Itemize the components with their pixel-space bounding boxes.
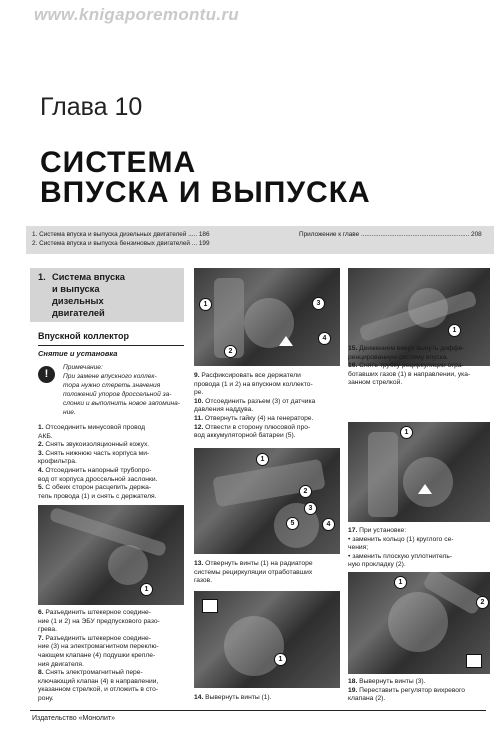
- section-title-line: Система впуска: [52, 272, 125, 282]
- note-line: положений упоров дроссельной за-: [63, 391, 172, 398]
- step-text: Вывернуть винты (3).: [357, 678, 426, 685]
- step-line: [194, 415, 344, 424]
- note-block: [63, 363, 183, 417]
- section-title-line: двигателей: [52, 308, 105, 318]
- callout-1: 1: [140, 583, 153, 596]
- step-line: [194, 569, 344, 578]
- section-title-line: дизельных: [52, 296, 104, 306]
- step-text: • заменить плоскую уплотнитель-: [348, 552, 453, 560]
- step-text: рону.: [38, 694, 54, 702]
- column-3-steps: [348, 345, 490, 388]
- step-number: 10.: [194, 397, 204, 405]
- step-line: [348, 527, 490, 536]
- step-line: [38, 458, 188, 467]
- title-line-1: СИСТЕМА: [40, 146, 197, 179]
- step-text: тель провода (1) и снять с держателя.: [38, 492, 157, 500]
- step-line: [348, 678, 490, 687]
- step-text: чения;: [348, 544, 369, 552]
- title-line-2: ВПУСКА И ВЫПУСКА: [40, 176, 371, 209]
- chapter-heading: Глава 10: [40, 93, 143, 121]
- callout-5: 5: [286, 517, 299, 530]
- callout-4: 4: [318, 332, 331, 345]
- toc-item[interactable]: Приложение к главе ............................................................. 208: [299, 231, 482, 238]
- step-line: [348, 544, 490, 553]
- step-line: [38, 643, 188, 652]
- step-text: системы рециркуляции отработавших: [194, 568, 313, 576]
- section-heading-box: [30, 268, 184, 322]
- step-number: 5.: [38, 484, 44, 492]
- footer-rule: [30, 710, 486, 711]
- step-text: занном стрелкой.: [348, 379, 403, 387]
- callout-1: 1: [448, 324, 461, 337]
- step-text: провода (1 и 2) на впускном коллекто-: [194, 380, 313, 388]
- step-number: 19.: [348, 686, 358, 694]
- warning-icon: !: [38, 366, 55, 383]
- callout-2: 2: [476, 596, 489, 609]
- column-2-steps-bottom: [194, 694, 344, 703]
- step-line: [38, 669, 188, 678]
- callout-1: 1: [394, 576, 407, 589]
- step-text: Отсоединить разъем (3) от датчика: [203, 397, 316, 405]
- step-line: [38, 484, 188, 493]
- step-line: [348, 345, 490, 354]
- callout-1: 1: [256, 453, 269, 466]
- step-text: Снять звукоизоляционный кожух.: [43, 441, 150, 449]
- column-1-steps: [38, 424, 188, 501]
- step-line: [38, 609, 188, 618]
- column-3-steps-bottom: [348, 678, 490, 704]
- step-text: ние (3) на электромагнитном переклю-: [38, 643, 159, 651]
- callout-3: 3: [304, 502, 317, 515]
- step-line: [348, 379, 490, 388]
- step-number: 18.: [348, 678, 358, 685]
- callout-2: 2: [224, 345, 237, 358]
- step-text: клапана (2).: [348, 695, 386, 703]
- step-number: 7.: [38, 634, 44, 642]
- direction-arrow: [279, 336, 293, 346]
- callout-1: 1: [199, 298, 212, 311]
- step-text: Отсоединить напорный трубопро-: [43, 466, 152, 474]
- note-line: тора нужно стереть значения: [63, 382, 161, 389]
- section-title-line: и выпуска: [52, 284, 100, 294]
- step-line: [38, 652, 188, 661]
- step-line: [194, 398, 344, 407]
- note-line: При замене впускного коллек-: [63, 373, 157, 380]
- step-line: [348, 553, 490, 562]
- step-line: [38, 618, 188, 627]
- step-text: Разъединить штекерное соедине-: [43, 609, 151, 616]
- step-number: 15.: [348, 345, 358, 352]
- step-line: [38, 441, 188, 450]
- step-number: 16.: [348, 362, 358, 370]
- step-number: 2.: [38, 441, 44, 449]
- step-text: Отвести в сторону плюсовой про-: [203, 423, 311, 431]
- step-line: [38, 433, 188, 442]
- subsection-rule: [38, 345, 184, 346]
- step-text: Отвернуть гайку (4) на генераторе.: [202, 414, 314, 422]
- note-line: Примечание:: [63, 364, 103, 371]
- table-of-contents: [26, 226, 494, 254]
- step-line: [38, 493, 188, 502]
- callout-1: 1: [400, 426, 413, 439]
- step-line: [194, 406, 344, 415]
- step-text: ре.: [194, 389, 204, 397]
- photo-engine-wiring: [38, 505, 184, 605]
- step-line: [38, 695, 188, 704]
- step-line: [194, 424, 344, 433]
- step-text: Отвернуть винты (1) на радиаторе: [203, 560, 313, 567]
- step-number: 12.: [194, 423, 204, 431]
- column-2-steps: [194, 372, 344, 441]
- step-number: 1.: [38, 424, 44, 431]
- photo-radiator-screws: [194, 591, 340, 688]
- step-number: 13.: [194, 560, 204, 567]
- publisher-logo-icon: [202, 599, 218, 613]
- step-number: 17.: [348, 527, 358, 534]
- step-line: [348, 695, 490, 704]
- toc-item[interactable]: 1. Система впуска и выпуска дизельных двигателей ..... 186: [32, 231, 210, 238]
- step-text: ключающий клапан (4) в направлении,: [38, 677, 159, 685]
- step-text: • заменить кольцо (1) круглого се-: [348, 535, 454, 543]
- step-text: указанном стрелкой, и отложить в сто-: [38, 686, 159, 694]
- step-text: ния двигателя.: [38, 660, 84, 668]
- step-line: [38, 661, 188, 670]
- toc-item[interactable]: 2. Система впуска и выпуска бензиновых двигателей ... 199: [32, 240, 210, 247]
- step-text: Движением вверх вынуть диффе-: [357, 345, 465, 352]
- column-1-steps-bottom: [38, 609, 188, 704]
- photo-intake-manifold: [194, 268, 340, 366]
- note-line: слонки и выполнить новое запомина-: [63, 400, 180, 407]
- step-line: [194, 389, 344, 398]
- step-line: [348, 354, 490, 363]
- step-line: [38, 686, 188, 695]
- step-line: [38, 635, 188, 644]
- step-line: [194, 577, 344, 586]
- step-number: 4.: [38, 466, 44, 474]
- step-text: вод от корпуса дроссельной заслонки.: [38, 475, 158, 483]
- step-text: Снять электромагнитный пере-: [43, 669, 143, 677]
- step-number: 11.: [194, 414, 203, 422]
- step-text: С обеих сторон расцепить держа-: [43, 484, 152, 492]
- column-2-steps-mid: [194, 560, 344, 586]
- step-text: Снять трубку рециркуляции отра-: [357, 362, 464, 370]
- step-text: грева.: [38, 626, 57, 634]
- step-line: [348, 687, 490, 696]
- step-number: 14.: [194, 694, 204, 701]
- step-line: [348, 536, 490, 545]
- step-text: ную прокладку (2).: [348, 561, 406, 569]
- step-line: [194, 694, 344, 703]
- publisher-footer: Издательство «Монолит»: [32, 715, 116, 722]
- callout-3: 3: [312, 297, 325, 310]
- step-number: 8.: [38, 669, 44, 677]
- step-text: чающем клапане (4) подушки крепле-: [38, 651, 156, 659]
- step-text: крофильтра.: [38, 458, 77, 466]
- step-text: Переставить регулятор вихревого: [357, 686, 466, 694]
- photo-egr-tube: [348, 422, 490, 522]
- section-number: 1.: [38, 272, 46, 282]
- step-line: [38, 424, 188, 433]
- callout-2: 2: [299, 485, 312, 498]
- step-line: [194, 560, 344, 569]
- step-line: [348, 561, 490, 570]
- step-line: [38, 467, 188, 476]
- step-line: [38, 626, 188, 635]
- step-text: При установке:: [357, 527, 407, 534]
- watermark: www.knigaporemontu.ru: [34, 5, 239, 24]
- step-text: АКБ.: [38, 432, 53, 440]
- step-text: ренцированную систему впуска.: [348, 353, 449, 361]
- step-text: ботавших газов (1) в направлении, ука-: [348, 370, 471, 378]
- step-text: давления наддува.: [194, 406, 254, 414]
- step-text: Разъединить штекерное соедине-: [43, 634, 151, 642]
- step-number: 9.: [194, 372, 200, 379]
- photo-egr-radiator: [194, 448, 340, 554]
- step-text: Отсоединить минусовой провод: [43, 424, 146, 431]
- step-line: [38, 450, 188, 459]
- note-line: ние.: [63, 409, 76, 416]
- step-line: [194, 372, 344, 381]
- photo-swirl-flap: [348, 572, 490, 674]
- publisher-logo-icon: [466, 654, 482, 668]
- step-line: [194, 432, 344, 441]
- step-number: 3.: [38, 449, 44, 457]
- subsection-heading: Впускной коллектор: [38, 331, 129, 341]
- page-title: [40, 148, 371, 208]
- step-line: [38, 476, 188, 485]
- step-text: Снять нижнюю часть корпуса ми-: [43, 449, 150, 457]
- step-text: Расфиксировать все держатели: [199, 372, 301, 379]
- step-line: [348, 362, 490, 371]
- column-3-steps-mid: [348, 527, 490, 570]
- step-text: вод аккумуляторной батареи (5).: [194, 432, 296, 440]
- step-text: Вывернуть винты (1).: [203, 694, 272, 701]
- callout-1: 1: [274, 653, 287, 666]
- procedure-heading: Снятие и установка: [38, 349, 118, 358]
- step-text: ние (1 и 2) на ЭБУ предпускового разо-: [38, 617, 160, 625]
- direction-arrow: [418, 484, 432, 494]
- step-number: 6.: [38, 609, 44, 616]
- step-line: [194, 381, 344, 390]
- callout-4: 4: [322, 518, 335, 531]
- step-text: газов.: [194, 577, 213, 585]
